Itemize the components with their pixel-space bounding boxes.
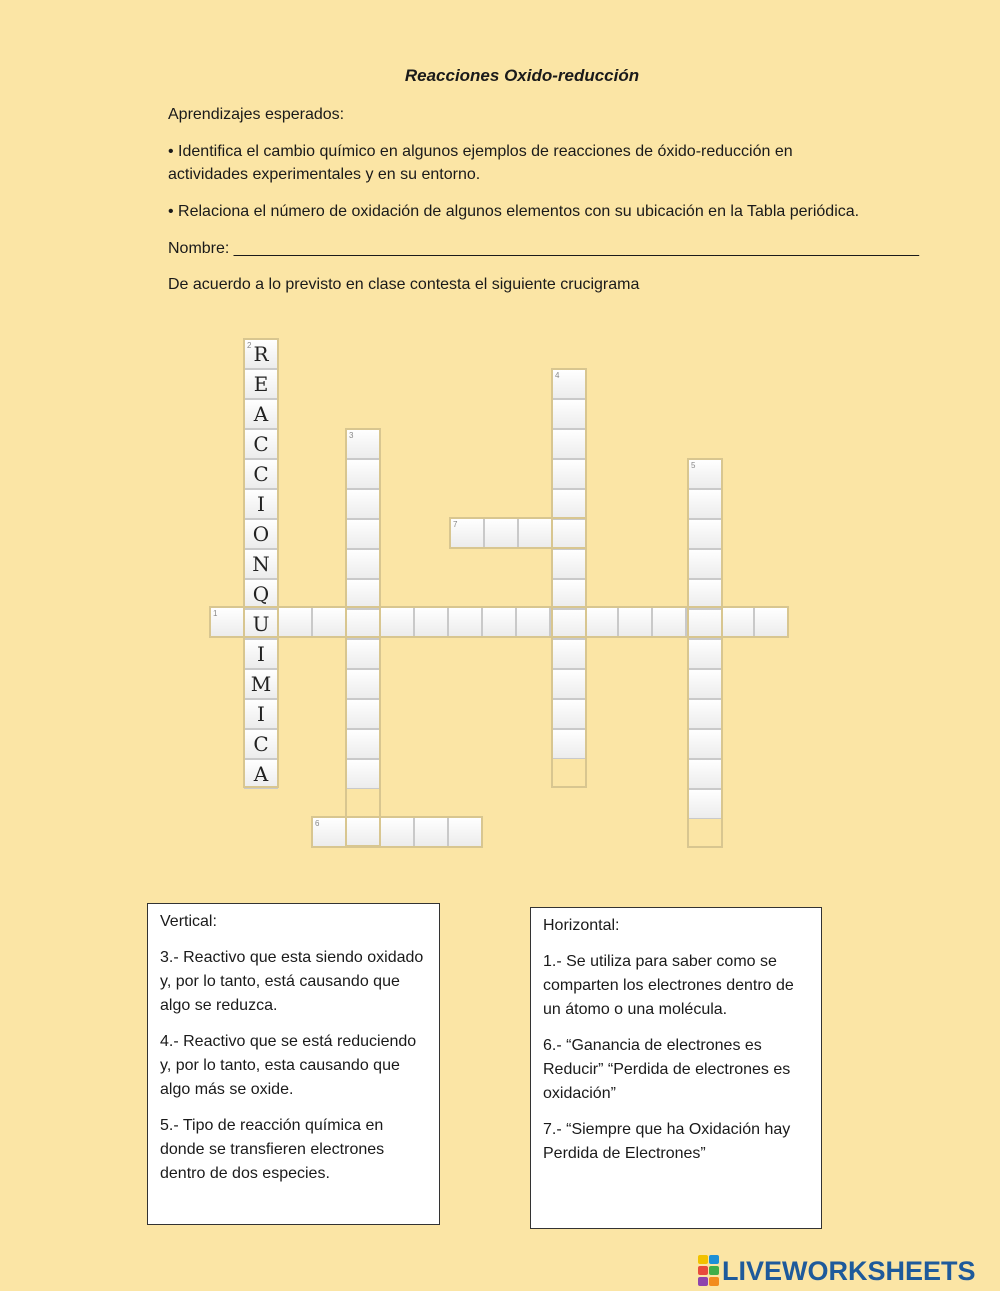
word-1-cell[interactable] [312,607,346,637]
clue-number-7: 7 [453,520,458,529]
word-1-cell[interactable] [482,607,516,637]
crossword-cell-input[interactable] [415,608,447,636]
logo-tile [698,1255,708,1264]
liveworksheets-logo [698,1256,976,1286]
word-5-cell[interactable] [688,519,722,549]
word-3-cell[interactable] [346,759,380,789]
word-4-cell[interactable] [552,579,586,609]
crossword-cell-input[interactable] [347,460,379,488]
word-6-cell[interactable] [448,817,482,847]
crossword-cell-input[interactable] [347,520,379,548]
word-3-cell[interactable] [346,429,380,459]
word-5-cell[interactable] [688,489,722,519]
word-4-cell[interactable] [552,729,586,759]
crossword-cell-input[interactable] [689,760,721,788]
crossword-cell-input[interactable] [347,640,379,668]
crossword-cell-input[interactable] [553,700,585,728]
word-1-cell[interactable] [278,607,312,637]
crossword-cell-input[interactable] [347,580,379,608]
crossword-cell-input[interactable] [689,700,721,728]
word-5-cell[interactable] [688,699,722,729]
word-4-cell[interactable] [552,549,586,579]
crossword-cell-input[interactable] [347,700,379,728]
word-6-cell[interactable] [414,817,448,847]
fixed-letter-cell: C [244,729,278,759]
fixed-letter-cell: E [244,369,278,399]
word-7-cell[interactable] [484,518,518,548]
word-6-cell[interactable] [346,817,380,847]
word-3-cell[interactable] [346,489,380,519]
word-7-cell[interactable] [450,518,484,548]
crossword-cell-input[interactable] [553,670,585,698]
crossword-cell-input[interactable] [689,490,721,518]
crossword-cell-input[interactable] [347,818,379,846]
word-4-cell[interactable] [552,429,586,459]
word-4-cell[interactable] [552,399,586,429]
crossword-cell-input[interactable] [553,610,585,638]
logo-text: LIVEWORKSHEETS [722,1255,976,1286]
crossword-cell-input[interactable] [553,730,585,758]
crossword-cell-input[interactable] [381,608,413,636]
word-5-cell[interactable] [688,729,722,759]
horizontal-clues-box [530,907,822,1229]
crossword-cell-input[interactable] [755,608,787,636]
name-field[interactable]: Nombre: _____________________________________________________________________________ [168,240,919,257]
instruction: De acuerdo a lo previsto en clase contesta el siguiente crucigrama [168,276,640,293]
word-3-cell[interactable] [346,519,380,549]
crossword-cell-input[interactable] [347,760,379,788]
vertical-clues-box [147,903,440,1225]
crossword-cell-input[interactable] [519,519,551,547]
word-1-cell[interactable] [584,607,618,637]
crossword-cell-input[interactable] [689,670,721,698]
fixed-letter-cell: I [244,639,278,669]
word-5-cell[interactable] [688,789,722,819]
crossword-cell-input[interactable] [689,610,721,638]
crossword-cell-input[interactable] [483,608,515,636]
horizontal-clue-1: 1.- Se utiliza para saber como se comparten los electrones dentro de un átomo o una molécula. [543,953,794,1018]
word-5-cell[interactable] [688,759,722,789]
word-7-cell[interactable] [518,518,552,548]
objective-2: • Relaciona el número de oxidación de algunos elementos con su ubicación en la Tabla periódica. [168,203,860,220]
clue-number-6: 6 [315,819,320,828]
crossword-cell-input[interactable] [347,670,379,698]
horizontal-clue-6: 6.- “Ganancia de electrones es Reducir” “Perdida de electrones es oxidación” [543,1037,791,1102]
fixed-letter-cell: O [244,519,278,549]
word-3-cell[interactable] [346,549,380,579]
logo-tile [709,1266,719,1275]
crossword-cell-input[interactable] [689,640,721,668]
word-3-cell[interactable] [346,459,380,489]
crossword-cell-input[interactable] [689,730,721,758]
crossword-cell-input[interactable] [347,490,379,518]
word-3-cell[interactable] [346,639,380,669]
logo-tiles-icon [698,1255,719,1287]
vertical-clue-3: 3.- Reactivo que esta siendo oxidado y, por lo tanto, está causando que algo se reduzca. [160,949,424,1014]
word-4-cell[interactable] [552,639,586,669]
crossword-cell-input[interactable] [553,580,585,608]
word-5-cell[interactable] [688,669,722,699]
word-5-cell[interactable] [688,609,722,639]
fixed-letter-cell: A [244,399,278,429]
crossword-cell-input[interactable] [381,818,413,846]
word-6-cell[interactable] [380,817,414,847]
word-6-cell[interactable] [312,817,346,847]
crossword-cell-input[interactable] [313,818,345,846]
vertical-clue-4: 4.- Reactivo que se está reduciendo y, por lo tanto, esta causando que algo más se oxide. [160,1033,417,1098]
crossword-cell-input[interactable] [689,520,721,548]
fixed-letter-cell: A [244,759,278,789]
word-1-cell[interactable] [754,607,788,637]
word-1-cell[interactable] [448,607,482,637]
crossword-cell-input[interactable] [619,608,651,636]
crossword-cell-input[interactable] [449,608,481,636]
crossword-cell-input[interactable] [553,490,585,518]
crossword-cell-input[interactable] [451,519,483,547]
fixed-letter-cell: M [244,669,278,699]
word-3-cell[interactable] [346,699,380,729]
word-4-cell[interactable] [552,489,586,519]
clue-number-1: 1 [213,609,218,618]
fixed-letter-cell: I [244,489,278,519]
crossword-cell-input[interactable] [279,608,311,636]
logo-tile [698,1277,708,1286]
crossword-cell-input[interactable] [553,460,585,488]
learning-label: Aprendizajes esperados: [168,106,345,123]
clue-number-5: 5 [691,461,696,470]
word-4-cell[interactable] [552,369,586,399]
word-4-cell[interactable] [552,699,586,729]
word-4-cell[interactable] [552,519,586,549]
crossword-cell-input[interactable] [689,580,721,608]
word-5-cell[interactable] [688,459,722,489]
horizontal-clue-7: 7.- “Siempre que ha Oxidación hay Perdida de Electrones” [543,1121,791,1162]
crossword-cell-input[interactable] [653,608,685,636]
word-3-cell[interactable] [346,579,380,609]
word-1-cell[interactable] [516,607,550,637]
objective-1-line-1: • Identifica el cambio químico en algunos ejemplos de reacciones de óxido-reducción en [168,143,793,160]
crossword-cell-input[interactable] [689,460,721,488]
crossword-cell-input[interactable] [585,608,617,636]
vertical-heading: Vertical: [160,913,217,930]
crossword-cell-input[interactable] [415,818,447,846]
word-1-cell[interactable] [720,607,754,637]
fixed-letter-cell: C [244,459,278,489]
clue-number-4: 4 [555,371,560,380]
logo-tile [709,1277,719,1286]
fixed-letter-cell: Q [244,579,278,609]
crossword-cell-input[interactable] [553,640,585,668]
word-3-cell[interactable] [346,729,380,759]
crossword-cell-input[interactable] [553,430,585,458]
worksheet-title: Reacciones Oxido-reducción [404,66,640,85]
objective-1-line-2: actividades experimentales y en su entorno. [168,166,481,183]
horizontal-heading: Horizontal: [543,917,620,934]
crossword-cell-input[interactable] [689,550,721,578]
clue-number-2: 2 [247,341,252,350]
fixed-letter-cell: U [244,609,278,639]
crossword-cell-input[interactable] [347,610,379,638]
clue-number-3: 3 [349,431,354,440]
word-4-cell[interactable] [552,459,586,489]
word-5-cell[interactable] [688,579,722,609]
word-3-cell[interactable] [346,609,380,639]
word-3-cell[interactable] [346,669,380,699]
word-5-cell[interactable] [688,549,722,579]
logo-tile [698,1266,708,1275]
fixed-letter-cell: N [244,549,278,579]
fixed-letter-cell: C [244,429,278,459]
vertical-clue-5: 5.- Tipo de reacción química en donde se transfieren electrones dentro de dos especies. [160,1117,385,1182]
word-1-cell[interactable] [210,607,244,637]
crossword-cell-input[interactable] [689,790,721,818]
word-4-cell[interactable] [552,609,586,639]
word-1-cell[interactable] [652,607,686,637]
word-1-cell[interactable] [380,607,414,637]
logo-tile [709,1255,719,1264]
crossword-cell-input[interactable] [313,608,345,636]
crossword-cell-input[interactable] [347,430,379,458]
crossword-cell-input[interactable] [449,818,481,846]
crossword-cell-input[interactable] [553,520,585,548]
crossword-cell-input[interactable] [347,730,379,758]
crossword-cell-input[interactable] [553,370,585,398]
word-1-cell[interactable] [618,607,652,637]
crossword-cell-input[interactable] [517,608,549,636]
crossword-cell-input[interactable] [553,550,585,578]
word-4-cell[interactable] [552,669,586,699]
fixed-letter-cell: R [244,339,278,369]
crossword-cell-input[interactable] [721,608,753,636]
crossword-cell-input[interactable] [553,400,585,428]
word-5-cell[interactable] [688,639,722,669]
crossword-cell-input[interactable] [485,519,517,547]
word-1-cell[interactable] [414,607,448,637]
crossword-cell-input[interactable] [347,550,379,578]
fixed-letter-cell: I [244,699,278,729]
crossword-cell-input[interactable] [211,608,243,636]
